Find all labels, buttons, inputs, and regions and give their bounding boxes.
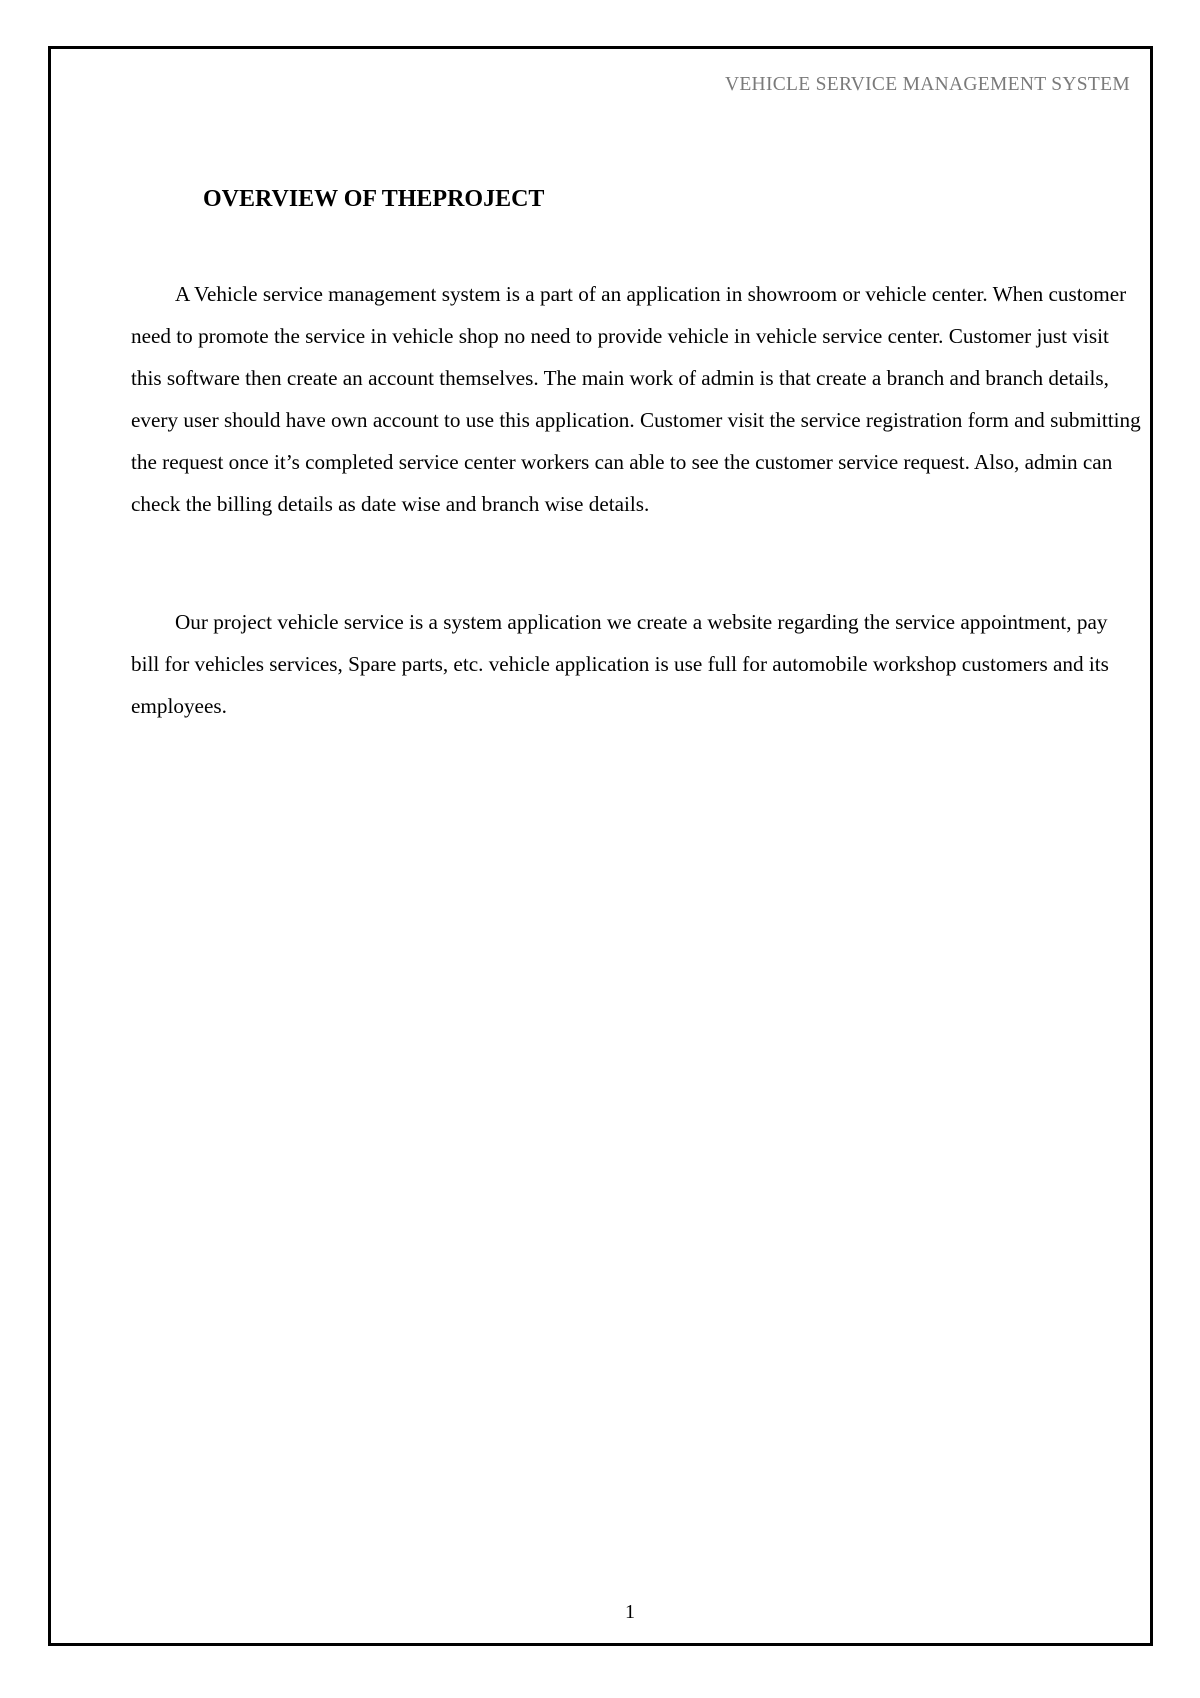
page-number: 1 <box>625 1601 635 1623</box>
body-paragraph-2: Our project vehicle service is a system application we create a website regarding the service appointment, pay bill for vehicles services, Spare parts, etc. vehicle application is use full for automobile workshop customers and its employees. <box>131 610 1109 719</box>
running-header: VEHICLE SERVICE MANAGEMENT SYSTEM <box>724 74 1130 95</box>
body-paragraph-1: A Vehicle service management system is a part of an application in showroom or vehicle center. When customer need to promote the service in vehicle shop no need to provide vehicle in vehicle service center. Customer just visit this software then create an account themselves. The main work of admin is that create a branch and branch details, every user should have own account to use this application. Customer visit the service registration form and submitting the request once it’s completed service center workers can able to see the customer service request. Also, admin can check the billing details as date wise and branch wise details. <box>131 282 1141 517</box>
section-title: OVERVIEW OF THEPROJECT <box>203 186 545 212</box>
